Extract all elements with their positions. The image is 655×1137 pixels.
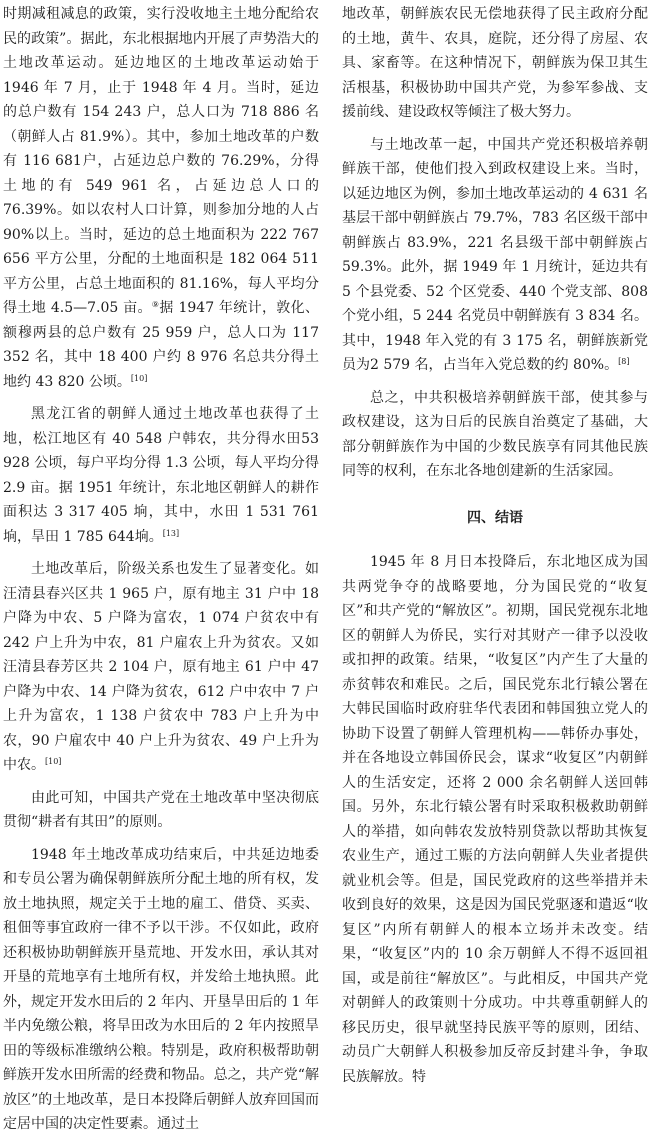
paragraph-text: 1948 年土地改革成功结束后，中共延边地委和专员公署为确保朝鲜族所分配土地的所有权，发放土地执照，规定关于土地的雇工、借贷、买卖、租佃等事宜政府一律不予以干涉。不仅如此，政府还积极协助朝鲜族开垦荒地、开发水田，承认其对开垦的荒地享有土地所有权，并发给土地执照。此外，规定开发水田后的 2 年内、开垦旱田后的 1 年半内免缴公粮，将旱田改为水田后的 2 年内按照旱田的等级标准缴纳公粮。特别是，政府积极帮助朝鲜族开发水田所需的经费和物品。总之，共产党“解放区”的土地改革，是日本投降后朝鲜人放弃回国而定居中国的决定性要素。通过土 [3,846,319,1132]
paragraph-text: 地改革，朝鲜族农民无偿地获得了民主政府分配的土地，黄牛、农具，庭院，还分得了房屋、农具、家畜等。在这种情况下，朝鲜族为保卫其生活根基，积极协助中国共产党，为参军参战、支援前线、建设政权等倾注了极大努力。 [342,6,648,120]
left-column [3,2,319,1137]
citation-ref: [10] [130,373,148,383]
paragraph [3,786,319,835]
footnote-marker: ⑨ [151,300,160,309]
paragraph-text: 时期减租减息的政策，实行没收地主土地分配给农民的政策”。据此，东北根据地内开展了声势浩大的土地改革运动。延边地区的土地改革运动始于 1946 年 7 月，止于 1948 年 4 月。当时，延边的总户数有 154 243 户，总人口为 718 886 名（朝鲜人占 81.9%）。其中，参加土地改革的户数有 116 681户，占延边总户数的 76.29%，分得土地的有 549 961 名，占延边总人口的 76.39%。如以农村人口计算，则参加分地的人占 90%以上。当时，延边的总土地面积为 222 767 656 平方公里，分配的土地面积是 182 064 511 平方公里，占总土地面积的 81.16%，每人平均分得土地 4.5—7.05 亩。 [3,6,319,316]
paragraph-text: 由此可知，中国共产党在土地改革中坚决彻底贯彻“耕者有其田”的原则。 [3,789,319,830]
paragraph [342,386,648,484]
paragraph [3,843,319,1137]
paragraph-text: 总之，中共积极培养朝鲜族干部，使其参与政权建设，这为日后的民族自治奠定了基础，大部分朝鲜族作为中国的少数民族享有同其他民族同等的权利，在东北各地创建新的生活家园。 [342,389,648,479]
right-column [342,2,648,1089]
paragraph [342,2,648,125]
paragraph-text: 据 1947 年统计，敦化、额穆两县的总户数有 25 959 户，总人口为 117 352 名，其中 18 400 户约 8 976 名总共分得土地约 43 820 公顷。 [3,300,320,390]
citation-ref: [10] [45,757,62,766]
citation-ref: [8] [618,357,630,366]
paragraph [342,133,648,378]
paragraph [342,550,648,1089]
paragraph-text: 与土地改革一起，中国共产党还积极培养朝鲜族干部，使他们投入到政权建设上来。当时，以延边地区为例，参加土地改革运动的 4 631 名基层干部中朝鲜族占 79.7%，783 名区级干部中朝鲜族占 83.9%，221 名县级干部中朝鲜族占 59.3%。此外，据 1949 年 1 月统计，延边共有 5 个县党委、52 个区党委、440 个党支部、808 个党小组，5 244 名党员中朝鲜族有 3 834 名。其中，1948 年入党的有 3 175 名，朝鲜族新党员为2 579 名，占当年入党总数的约 80%。 [342,136,648,373]
section-heading: 四、结语 [467,509,523,526]
paragraph-text: 黑龙江省的朝鲜人通过土地改革也获得了土地，松江地区有 40 548 户韩农，共分得水田53 928 公顷，每户平均分得 1.3 公顷，每人平均分得 2.9 亩。据 1951 年统计，东北地区朝鲜人的耕作面积达 3 317 405 垧，其中，水田 1 531 761 垧，旱田 1 785 644垧。 [3,406,319,545]
paragraph [3,557,319,778]
paragraph-text: 1945 年 8 月日本投降后，东北地区成为国共两党争夺的战略要地，分为国民党的“收复区”和共产党的“解放区”。初期，国民党视东北地区的朝鲜人为侨民，实行对其财产一律予以没收或扣押的政策。结果，“收复区”内产生了大量的赤贫韩农和难民。之后，国民党东北行辕公署在大韩民国临时政府驻华代表团和韩国独立党人的协助下设置了朝鲜人管理机构——韩侨办事处，并在各地设立韩国侨民会，谋求“收复区”内朝鲜人的生活安定，还将 2 000 余名朝鲜人送回韩国。另外，东北行辕公署有时采取积极救助朝鲜人的举措，如向韩农发放特别贷款以帮助其恢复农业生产，通过工赈的方法向朝鲜人失业者提供就业机会等。但是，国民党政府的这些举措并未收到良好的效果，这是因为国民党驱逐和遣返“收复区”内所有朝鲜人的根本立场并未改变。结果，“收复区”内的 10 余万朝鲜人不得不返回祖国，或是前往“解放区”。与此相反，中国共产党对朝鲜人的政策则十分成功。中共尊重朝鲜人的移民历史，很早就坚持民族平等的原则，团结、动员广大朝鲜人积极参加反帝反封建斗争，争取民族解放。特 [342,554,648,1085]
citation-ref: [13] [162,528,180,538]
paragraph [3,2,319,394]
paragraph [3,402,319,549]
paragraph-text: 土地改革后，阶级关系也发生了显著变化。如汪清县春兴区共 1 965 户，原有地主 31 户中 18 户降为中农、5 户降为富农，1 074 户贫农中有 242 户上升为中农，81 户雇农上升为贫农。又如汪清县春芳区共 2 104 户，原有地主 61 户中 47 户降为中农、14 户降为贫农，612 户中农中 7 户上升为富农，1 138 户贫农中 783 户上升为中农，90 户雇农中 40 户上升为贫农、49 户上升为中农。 [3,561,319,773]
